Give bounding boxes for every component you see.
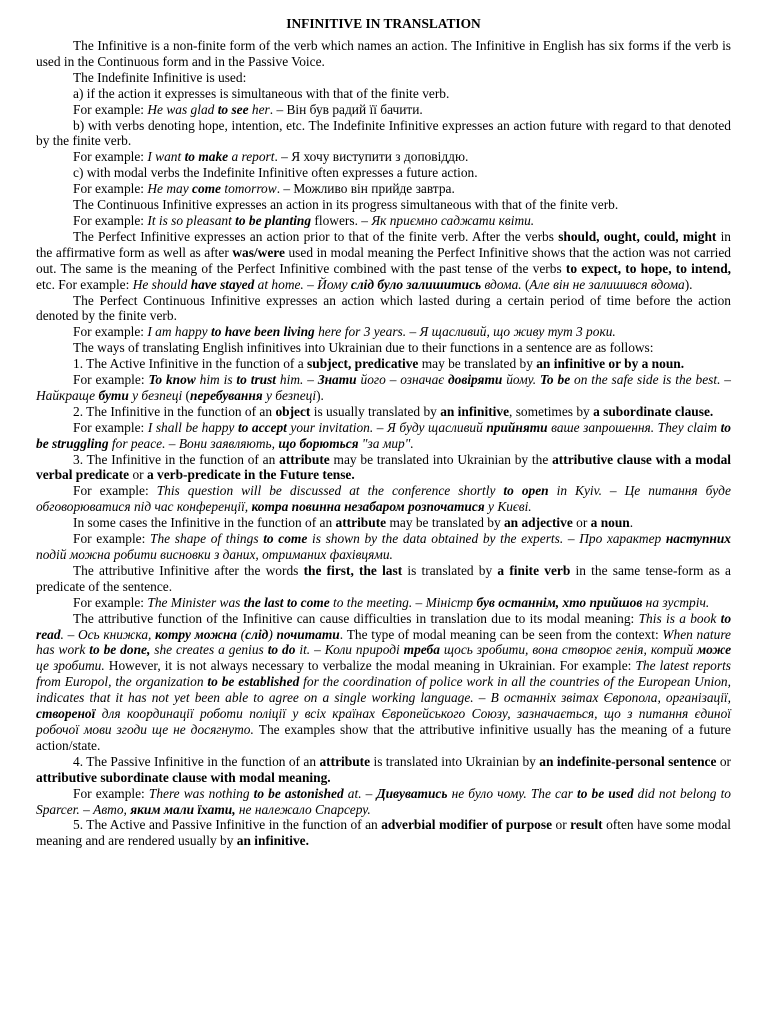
paragraph: [36, 754, 731, 786]
paragraph: [36, 420, 731, 452]
text-run: For example:: [73, 149, 148, 165]
text-run: an infinitive.: [236, 833, 309, 849]
text-run: it. – Коли природі: [295, 642, 404, 658]
text-run: For example:: [73, 101, 148, 117]
text-run: слід: [245, 626, 269, 642]
text-run: at. –: [343, 785, 377, 801]
text-run: come: [192, 181, 221, 197]
paragraph: [36, 213, 731, 229]
text-run: To know: [148, 372, 196, 388]
text-run: був останнім, хто прийшов: [476, 594, 643, 610]
text-run: For example:: [73, 531, 151, 547]
text-run: у безпеці: [128, 387, 183, 403]
paragraph: [36, 372, 731, 404]
text-run: 3. The Infinitive in the function of an: [73, 451, 280, 467]
text-run: . The type of modal meaning can be seen from the context:: [339, 626, 663, 642]
text-run: a subordinate clause.: [593, 403, 714, 419]
text-run: It is so pleasant: [147, 212, 236, 228]
paragraph: [36, 515, 731, 531]
text-run: here for 3 years. – Я щасливий, що живу тут 3 роки.: [314, 324, 616, 340]
text-run: 4. The Passive Infinitive in the function of an: [73, 753, 320, 769]
text-run: to be established: [207, 674, 300, 690]
text-run: may be translated by: [386, 515, 504, 531]
text-run: котра повинна незабаром розпочатися: [251, 499, 485, 515]
text-run: him. –: [276, 372, 318, 388]
paragraph: [36, 229, 731, 293]
text-run: The attributive Infinitive after the words: [73, 562, 304, 578]
text-run: for the coordination of police work in all the countries of the European Union, indicates that it has not yet been able to agree on a single working language. – В останніх звітах Європола, організації,: [36, 674, 731, 706]
text-run: for peace. – Вони заявляють,: [108, 435, 279, 451]
text-run: For example:: [73, 324, 148, 340]
paragraph: [36, 611, 731, 754]
text-run: For example:: [73, 785, 149, 801]
text-run: слід було залишитись: [350, 276, 482, 292]
text-run: The Perfect Infinitive expresses an action prior to that of the finite verb. After the verbs: [73, 228, 559, 244]
paragraph: [36, 86, 731, 102]
text-run: a) if the action it expresses is simultaneous with that of the finite verb.: [73, 85, 450, 101]
text-run: довіряти: [448, 372, 503, 388]
paragraph: [36, 452, 731, 484]
text-run: . – Ось книжка,: [60, 626, 156, 642]
text-run: The latest reports from Europol, the organization: [36, 658, 731, 690]
text-run: an adjective: [503, 515, 573, 531]
text-run: (: [521, 276, 530, 292]
text-run: подій можна робити висновки з даних, отриманих фахівцями.: [36, 547, 393, 562]
text-run: на зустріч.: [642, 594, 710, 610]
text-run: For example:: [73, 212, 148, 228]
text-run: to open: [503, 483, 549, 499]
text-run: b) with verbs denoting hope, intention, etc. The Indefinite Infinitive expresses an action future with regard to that denoted by the finite verb.: [36, 117, 731, 149]
text-run: у безпеці: [262, 387, 317, 403]
text-run: an indefinite-personal sentence: [539, 753, 717, 769]
paragraph: [36, 118, 731, 150]
text-run: створеної: [36, 706, 96, 722]
paragraph: [36, 38, 731, 70]
text-run: He was glad: [147, 101, 218, 117]
text-run: an infinitive: [440, 403, 510, 419]
text-run: or: [129, 467, 147, 483]
text-run: Дивуватись: [376, 785, 448, 801]
text-run: or: [552, 817, 571, 833]
text-run: to make: [184, 149, 229, 165]
text-run: 5. The Active and Passive Infinitive in the function of an: [73, 817, 382, 833]
paragraph: [36, 165, 731, 181]
text-run: to be done,: [89, 642, 151, 658]
text-run: may be translated by: [418, 356, 537, 372]
text-run: . – Можливо він прийде завтра.: [276, 181, 455, 197]
text-run: is usually translated by: [310, 403, 441, 419]
text-run: There was nothing: [148, 785, 254, 801]
text-run: a noun: [590, 515, 630, 531]
text-run: .: [629, 515, 634, 531]
text-run: object: [275, 403, 311, 419]
text-run: ).: [684, 276, 693, 292]
text-run: When nature has work: [36, 626, 731, 658]
text-run: attributive subordinate clause with modal meaning.: [36, 769, 331, 785]
text-run: to expect, to hope, to intend,: [565, 260, 731, 276]
paragraph: [36, 324, 731, 340]
text-run: For example:: [73, 372, 149, 388]
text-run: The Continuous Infinitive expresses an action in its progress simultaneous with that of the finite verb.: [73, 197, 619, 213]
text-run: her: [248, 101, 270, 117]
text-run: The attributive function of the Infinitive can cause difficulties in translation due to its modal meaning:: [73, 610, 639, 626]
paragraph: [36, 197, 731, 213]
text-run: The Indefinite Infinitive is used:: [73, 69, 247, 85]
text-run: attribute: [319, 753, 371, 769]
text-run: to trust: [236, 372, 277, 388]
paragraph: [36, 786, 731, 818]
text-run: to have been living: [210, 324, 315, 340]
text-run: He should: [132, 276, 191, 292]
text-run: c) with modal verbs the Indefinite Infinitive often expresses a future action.: [73, 165, 478, 181]
text-run: перебування: [190, 387, 263, 403]
text-run: tomorrow: [221, 181, 277, 197]
text-run: This is a book: [638, 610, 721, 626]
text-run: attribute: [279, 451, 330, 467]
text-run: to be struggling: [36, 419, 731, 451]
text-run: I shall be happy: [147, 419, 238, 435]
paragraph: [36, 70, 731, 86]
text-run: що борються: [278, 435, 359, 451]
text-run: or: [572, 515, 591, 531]
text-run: The Minister was: [147, 594, 244, 610]
text-run: on the safe side is the best. – Найкраще: [36, 372, 731, 403]
text-run: для координації роботи поліції у всіх країнах Європейського Союзу, зазначається, що з питання єдиної робочої мови згоди ще не досягнуто.: [36, 706, 731, 737]
text-run: "за мир".: [358, 435, 414, 451]
text-run: вдома.: [481, 276, 522, 292]
text-run: The Infinitive is a non-finite form of the verb which names an action. The Infinitive in English has six forms if the verb is used in the Continuous form and in the Passive Voice.: [36, 38, 731, 69]
text-run: (: [182, 387, 190, 403]
text-run: For example:: [73, 483, 157, 499]
text-run: In some cases the Infinitive in the function of an: [73, 515, 336, 531]
paragraph: [36, 181, 731, 197]
text-run: used in modal meaning the Perfect Infinitive shows that the action was not carried out. The same is the meaning of the Perfect Infinitive combined with the past tense of the verbs: [36, 244, 731, 276]
paragraph: [36, 340, 731, 356]
text-run: did not belong to Sparcer. – Авто,: [36, 785, 731, 817]
text-run: the first, the last: [303, 562, 403, 578]
text-run: Знати: [317, 372, 357, 388]
text-run: The Perfect Continuous Infinitive expresses an action which lasted during a certain period of time before the action denoted by the finite verb.: [36, 292, 731, 324]
text-run: a report: [228, 149, 275, 165]
text-run: an infinitive or by a noun.: [536, 356, 685, 372]
text-run: attribute: [335, 515, 387, 531]
text-run: etc. For example:: [36, 276, 133, 292]
paragraph: [36, 149, 731, 165]
text-run: прийняти: [486, 419, 548, 435]
text-run: to see: [217, 101, 249, 117]
paragraph: [36, 483, 731, 515]
text-run: це зробити.: [36, 658, 105, 674]
text-run: Але він не залишився вдома: [529, 276, 685, 292]
text-run: The ways of translating English infinitives into Ukrainian due to their functions in a sentence are as follows:: [73, 340, 654, 356]
text-run: треба: [403, 642, 440, 658]
text-run: He may: [147, 181, 192, 197]
text-run: have stayed: [190, 276, 255, 292]
text-run: йому.: [502, 372, 540, 388]
text-run: subject, predicative: [307, 356, 419, 372]
text-run: бути: [98, 387, 129, 403]
text-run: у Києві.: [484, 499, 532, 515]
text-run: may be translated into Ukrainian by the: [329, 451, 553, 467]
text-run: I want: [147, 149, 185, 165]
text-run: is translated into Ukrainian by: [370, 753, 540, 769]
text-run: (: [237, 626, 246, 642]
paragraph: [36, 817, 731, 849]
text-run: a verb-predicate in the Future tense.: [146, 467, 355, 483]
text-run: the last to come: [243, 594, 330, 610]
text-run: наступних: [665, 531, 731, 547]
paragraph: [36, 404, 731, 420]
text-run: . – Він був радий її бачити.: [269, 101, 423, 117]
text-run: не належало Спарсеру.: [235, 801, 371, 817]
text-run: . – Я хочу виступити з доповіддю.: [274, 149, 469, 165]
text-run: your invitation. – Я буду щасливий: [286, 419, 487, 435]
text-run: is translated by: [402, 562, 498, 578]
text-run: The examples show that the attributive infinitive usually has the meaning of a future action/state.: [36, 721, 731, 753]
text-run: For example:: [73, 594, 148, 610]
text-run: to come: [263, 531, 308, 547]
text-run: ваше запрошення. They claim: [547, 419, 721, 435]
text-run: adverbial modifier of purpose: [381, 817, 553, 833]
paragraph: [36, 102, 731, 118]
text-run: його – означає: [356, 372, 448, 388]
text-run: in the same tense-form as a predicate of the sentence.: [36, 562, 731, 594]
text-run: a finite verb: [497, 562, 571, 578]
text-run: to do: [267, 642, 296, 658]
text-run: ): [268, 626, 277, 642]
page-title: INFINITIVE IN TRANSLATION: [286, 16, 481, 31]
text-run: 1. The Active Infinitive in the function of a: [73, 356, 308, 372]
text-run: 2. The Infinitive in the function of an: [73, 403, 276, 419]
text-run: at home. – Йому: [254, 276, 351, 292]
text-run: For example:: [73, 419, 148, 435]
text-run: To be: [539, 372, 571, 388]
text-run: This question will be discussed at the conference shortly: [156, 483, 504, 499]
text-run: Як приємно саджати квіти.: [371, 212, 535, 228]
paragraph: [36, 563, 731, 595]
paragraph: [36, 531, 731, 563]
text-run: attributive clause with a modal verbal predicate: [36, 451, 731, 483]
text-run: ).: [316, 387, 324, 403]
text-run: she creates a genius: [150, 642, 268, 658]
text-run: to accept: [237, 419, 287, 435]
paragraph: [36, 595, 731, 611]
text-run: може: [696, 642, 732, 658]
text-run: to be used: [576, 785, 634, 801]
text-run: to the meeting. – Міністр: [329, 594, 477, 610]
text-run: яким мали їхати,: [130, 801, 236, 817]
text-run: flowers. –: [311, 212, 372, 228]
paragraph: [36, 293, 731, 325]
document-body: [36, 38, 731, 849]
text-run: in Kyiv. – Це питання буде обговорюватися під час конференції,: [36, 483, 731, 515]
text-run: was/were: [232, 244, 285, 260]
text-run: to be planting: [235, 212, 312, 228]
text-run: should, ought, could, might: [558, 228, 717, 244]
text-run: почитати: [276, 626, 340, 642]
text-run: is shown by the data obtained by the experts. – Про характер: [307, 531, 666, 547]
text-run: him is: [195, 372, 237, 388]
paragraph: [36, 356, 731, 372]
text-run: result: [570, 817, 603, 833]
text-run: in the affirmative form as well as after: [36, 228, 732, 260]
text-run: For example:: [73, 181, 148, 197]
text-run: котру можна: [155, 626, 237, 642]
text-run: The shape of things: [150, 531, 264, 547]
text-run: However, it is not always necessary to verbalize the modal meaning in Ukrainian. For example:: [104, 658, 636, 674]
text-run: to read: [36, 610, 732, 642]
text-run: не було чому. The car: [447, 785, 577, 801]
text-run: to be astonished: [253, 785, 344, 801]
text-run: , sometimes by: [509, 403, 594, 419]
text-run: I am happy: [147, 324, 211, 340]
text-run: щось зробити, вона створює генія, котрий: [439, 642, 697, 658]
text-run: often have some modal meaning and are rendered usually by: [36, 817, 732, 849]
text-run: or: [716, 753, 731, 769]
